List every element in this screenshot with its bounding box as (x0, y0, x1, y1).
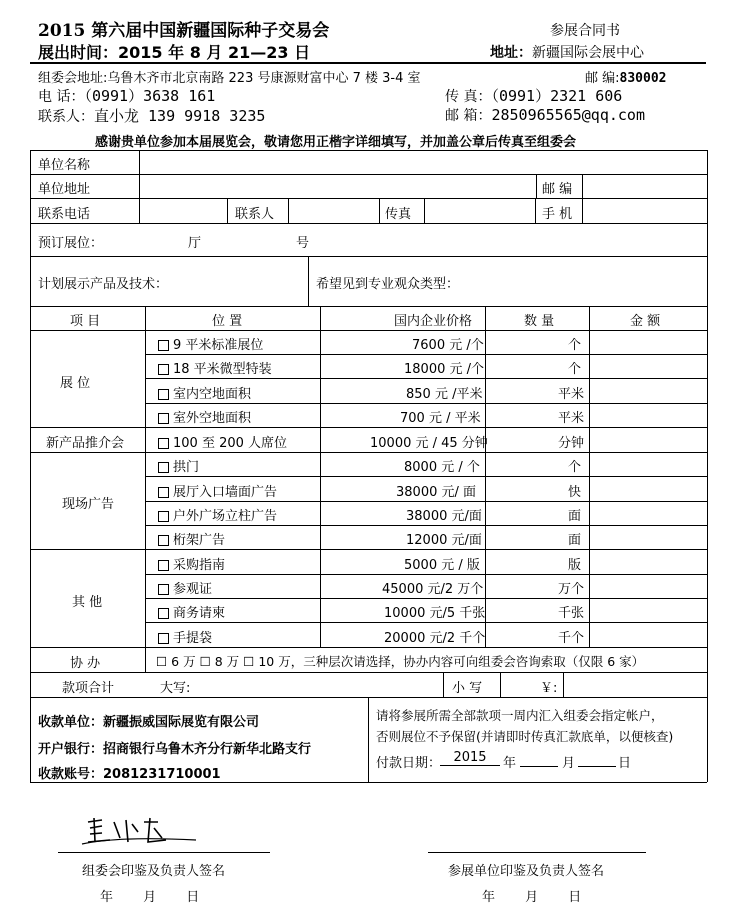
table-row[interactable] (158, 383, 251, 402)
row-item: 18 平米微型特装 (173, 362, 272, 377)
payment-month-field[interactable] (520, 750, 558, 767)
person-label: 联系人： (38, 109, 94, 125)
header-quantity: 数 量 (524, 314, 555, 329)
email-value: 2850965565@qq.com (491, 106, 645, 124)
checkbox[interactable] (158, 608, 169, 619)
row-item: 拱门 (173, 460, 200, 475)
organizer-date: 年 月 日 (100, 890, 200, 905)
row-unit: 快 (568, 485, 582, 500)
contract-title: 2015 第六届中国新疆国际种子交易会 (38, 21, 330, 41)
checkbox[interactable] (158, 511, 169, 522)
payment-note-2: 否则展位不予保留(并请即时传真汇款底单，以便核查) (376, 729, 674, 744)
checkbox[interactable] (158, 389, 169, 400)
row-item: 室外空地面积 (173, 411, 252, 426)
address-label: 组委会地址: (38, 71, 108, 86)
table-row[interactable] (158, 432, 287, 451)
row-price: 850 元 /平米 (406, 387, 483, 402)
row-unit: 万个 (558, 582, 585, 597)
payment-note-1: 请将参展所需全部款项一周内汇入组委会指定帐户， (376, 708, 664, 723)
document-type: 参展合同书 (550, 23, 620, 39)
unit-address-field[interactable] (142, 176, 532, 196)
organizer-signature-label: 组委会印鉴及负责人签名 (82, 864, 226, 879)
total-yen-label: ￥: (540, 681, 558, 696)
postcode-value: 830002 (619, 71, 667, 86)
table-row[interactable] (158, 505, 277, 524)
row-price: 5000 元 / 版 (404, 558, 480, 573)
checkbox[interactable] (158, 560, 169, 571)
phone-value: （0991）3638 161 (84, 87, 216, 105)
row-price: 10000 元/5 千张 (384, 606, 486, 621)
header-price: 国内企业价格 (394, 314, 473, 329)
row-unit: 分钟 (558, 436, 585, 451)
day-label: 日 (618, 756, 632, 771)
checkbox[interactable] (158, 438, 169, 449)
checkbox[interactable] (158, 535, 169, 546)
unit-address-label: 单位地址 (38, 182, 91, 197)
checkbox[interactable] (158, 487, 169, 498)
hall-label: 厅 (188, 236, 202, 251)
row-unit: 个 (568, 338, 582, 353)
address-value: 乌鲁木齐市北京南路 223 号康源财富中心 7 楼 3-4 室 (107, 71, 421, 86)
fax-label: 传 真： (445, 89, 492, 105)
group-onsite-ads: 现场广告 (62, 497, 115, 512)
header-divider (30, 62, 706, 64)
booth-number-label: 号 (296, 236, 310, 251)
header-item: 项 目 (70, 314, 101, 329)
payment-year-field[interactable]: 2015 (440, 750, 500, 766)
total-small-label: 小 写 (452, 681, 483, 696)
row-price: 700 元 / 平米 (400, 411, 481, 426)
row-unit: 个 (568, 460, 582, 475)
form-phone-field[interactable] (142, 200, 224, 220)
row-item: 桁架广告 (173, 533, 226, 548)
form-postcode-field[interactable] (585, 176, 703, 196)
header-position: 位 置 (212, 314, 243, 329)
fill-notice: 感谢贵单位参加本届展览会，敬请您用正楷字详细填写，并加盖公章后传真至组委会 (95, 135, 577, 150)
checkbox[interactable] (158, 340, 169, 351)
total-capital-label: 大写: (160, 681, 191, 696)
table-row[interactable] (158, 481, 277, 500)
exhibitor-date: 年 月 日 (482, 890, 582, 905)
form-postcode-label: 邮 编 (542, 182, 573, 197)
table-row[interactable] (158, 407, 251, 426)
group-booth: 展 位 (60, 376, 91, 391)
total-capital-field[interactable] (200, 674, 440, 694)
checkbox[interactable] (158, 413, 169, 424)
group-others: 其 他 (72, 595, 103, 610)
phone-label: 电 话： (38, 89, 85, 105)
row-unit: 平米 (558, 411, 585, 426)
table-row[interactable] (158, 358, 272, 377)
organizer-address (38, 67, 421, 86)
table-row[interactable] (158, 456, 199, 475)
row-item: 室内空地面积 (173, 387, 252, 402)
row-price: 7600 元 /个 (412, 338, 484, 353)
row-price: 20000 元/2 千个 (384, 631, 486, 646)
row-item: 采购指南 (173, 558, 226, 573)
year-label: 年 (503, 756, 517, 771)
exhibitor-signature-label: 参展单位印鉴及负责人签名 (448, 864, 605, 879)
bank: 开户银行：招商银行乌鲁木齐分行新华北路支行 (38, 742, 312, 757)
email (445, 105, 645, 125)
row-price: 38000 元/ 面 (396, 485, 476, 500)
form-contact-field[interactable] (291, 200, 376, 220)
table-row[interactable] (158, 554, 225, 573)
month-label: 月 (562, 756, 576, 771)
checkbox[interactable] (158, 633, 169, 644)
row-unit: 千张 (558, 606, 585, 621)
time-value: 2015 年 8 月 21—23 日 (118, 43, 311, 62)
venue (490, 42, 644, 62)
signature-image (80, 812, 200, 850)
row-item: 展厅入口墙面广告 (173, 485, 278, 500)
form-mobile-field[interactable] (585, 200, 703, 220)
booth-label: 预订展位： (38, 236, 104, 251)
cohost-options[interactable]: ☐ 6 万 ☐ 8 万 ☐ 10 万，三种层次请选择，协办内容可向组委会咨询索取（仅限 6 家） (156, 654, 645, 669)
row-price: 10000 元 / 45 分钟 (370, 436, 488, 451)
organizer-signature-line (58, 852, 270, 853)
cohost-label: 协 办 (70, 656, 101, 671)
person-value: 直小龙 139 9918 3235 (94, 107, 266, 125)
payment-date-label: 付款日期： (376, 756, 442, 771)
total-amount-field[interactable] (566, 674, 704, 694)
postcode-label: 邮 编: (585, 71, 620, 86)
payee: 收款单位：新疆振威国际展览有限公司 (38, 715, 260, 730)
header-amount: 金 额 (630, 314, 661, 329)
audience-label: 希望见到专业观众类型： (316, 277, 460, 292)
checkbox[interactable] (158, 364, 169, 375)
row-item: 9 平米标准展位 (173, 338, 264, 353)
row-item: 商务请柬 (173, 606, 226, 621)
table-row[interactable] (158, 334, 263, 353)
row-price: 12000 元/面 (406, 533, 482, 548)
venue-label: 地址： (490, 45, 532, 61)
row-price: 18000 元 /个 (404, 362, 484, 377)
exhibition-time (38, 40, 310, 63)
form-mobile-label: 手 机 (542, 207, 573, 222)
table-row[interactable] (158, 529, 225, 548)
payment-day-field[interactable] (578, 750, 616, 767)
row-price: 8000 元 / 个 (404, 460, 480, 475)
form-phone-label: 联系电话 (38, 207, 91, 222)
row-item: 参观证 (173, 582, 213, 597)
phone (38, 85, 215, 106)
row-item: 户外广场立柱广告 (173, 509, 278, 524)
account-number: 收款账号：2081231710001 (38, 767, 221, 782)
row-item: 手提袋 (173, 631, 213, 646)
products-label: 计划展示产品及技术： (38, 277, 169, 292)
time-label: 展出时间： (38, 43, 119, 62)
fax-value: （0991）2321 606 (491, 87, 623, 105)
group-new-product: 新产品推介会 (46, 436, 125, 451)
checkbox[interactable] (158, 584, 169, 595)
table-row[interactable] (158, 578, 212, 597)
table-row[interactable] (158, 602, 225, 621)
fax (445, 85, 622, 106)
unit-name-field[interactable] (142, 152, 704, 172)
exhibitor-signature-line (428, 852, 646, 853)
unit-name-label: 单位名称 (38, 158, 91, 173)
row-price: 38000 元/面 (406, 509, 482, 524)
email-label: 邮 箱： (445, 108, 492, 124)
postcode (585, 67, 666, 86)
checkbox[interactable] (158, 462, 169, 473)
payment-date (376, 752, 441, 771)
total-label: 款项合计 (62, 681, 115, 696)
form-fax-field[interactable] (427, 200, 532, 220)
row-unit: 个 (568, 362, 582, 377)
row-unit: 面 (568, 533, 582, 548)
contact-person (38, 105, 265, 126)
venue-value: 新疆国际会展中心 (532, 45, 644, 61)
row-unit: 面 (568, 509, 582, 524)
row-price: 45000 元/2 万个 (382, 582, 484, 597)
row-unit: 平米 (558, 387, 585, 402)
row-unit: 版 (568, 558, 582, 573)
row-item: 100 至 200 人席位 (173, 436, 288, 451)
form-fax-label: 传真 (385, 207, 412, 222)
row-unit: 千个 (558, 631, 585, 646)
table-row[interactable] (158, 627, 212, 646)
form-contact-label: 联系人 (235, 207, 275, 222)
